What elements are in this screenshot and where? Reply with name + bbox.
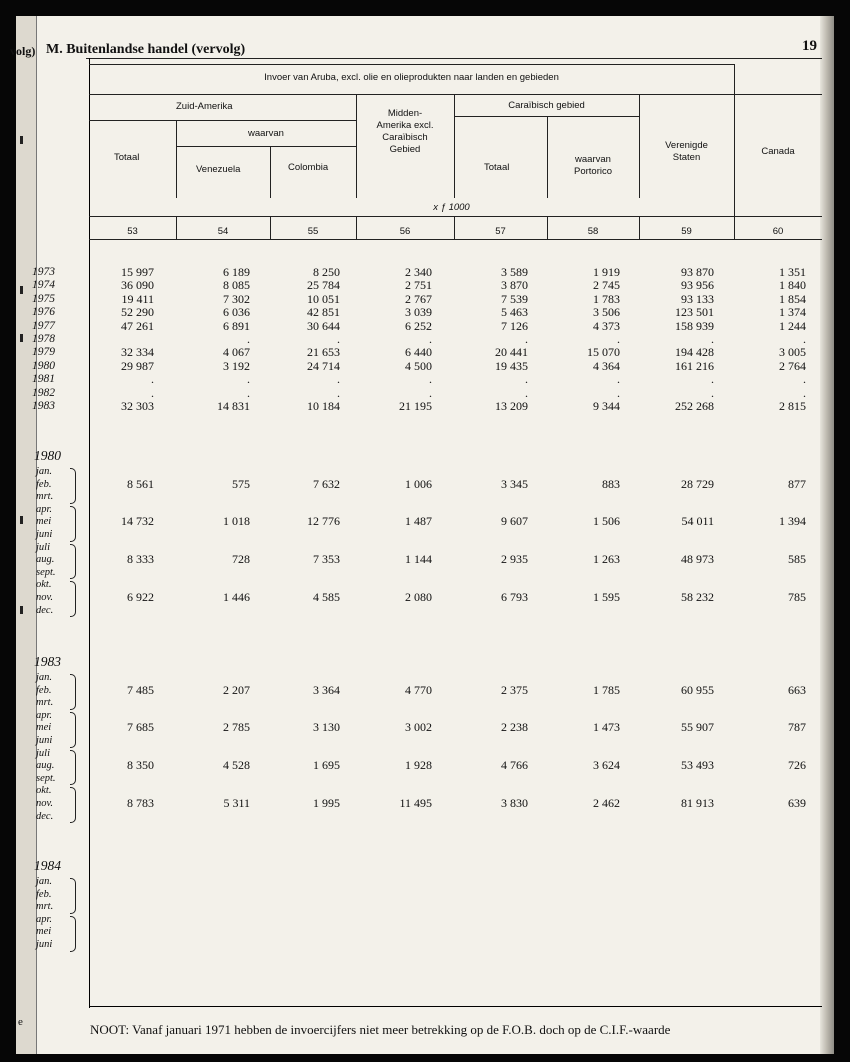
margin-mark: [20, 516, 23, 524]
table-cell: 3 624: [593, 758, 620, 773]
table-cell: 3 589: [501, 265, 528, 279]
table-cell: .: [247, 385, 250, 400]
month-label: sept.: [36, 566, 56, 578]
canada-header: Canada: [761, 146, 795, 157]
table-cell: 11 495: [399, 796, 432, 810]
year-label: 1975: [32, 292, 55, 305]
year-label: 1974: [32, 279, 55, 292]
table-cell: 4 770: [405, 682, 432, 697]
table-cell: 19 435: [495, 358, 528, 373]
table-cell: 28 729: [681, 476, 714, 491]
table-cell: 728: [232, 552, 250, 567]
table-cell: 252 268: [675, 399, 714, 413]
table-cell: .: [803, 332, 806, 346]
ma-line: Caraïbisch: [382, 132, 428, 143]
year-label: 1973: [32, 266, 55, 278]
table-cell: 7 539: [501, 291, 528, 306]
table-cell: 2 815: [779, 399, 806, 413]
table-cell: 3 506: [593, 305, 620, 320]
month-label: dec.: [36, 810, 54, 822]
previous-page-letter: e: [18, 1016, 23, 1028]
ma-line: Amerika excl.: [376, 120, 434, 131]
table-cell: .: [525, 385, 528, 400]
table-cell: 42 851: [307, 305, 340, 320]
footnote: NOOT: Vanaf januari 1971 hebben de invoercijfers niet meer betrekking op de F.O.B. doch op de C.I.F.-waarde: [90, 1022, 671, 1037]
totaal-ca-header: Totaal: [484, 162, 510, 173]
table-cell: 575: [232, 476, 250, 491]
table-cell: 3 130: [313, 720, 340, 735]
margin-mark: [20, 334, 23, 342]
table-cell: 4 528: [223, 758, 250, 773]
portorico-header: [547, 154, 639, 178]
month-label: juni: [36, 529, 53, 540]
margin-mark: [20, 606, 23, 614]
year-label: 1983: [32, 400, 55, 412]
vs-line: Staten: [672, 152, 701, 163]
table-cell: 60 955: [681, 682, 714, 697]
table-cell: 1 351: [779, 265, 806, 279]
month-label: apr.: [36, 709, 53, 721]
colombia-header: Colombia: [288, 162, 329, 173]
table-cell: 2 764: [779, 358, 806, 373]
month-label: mrt.: [36, 697, 54, 709]
scanned-page: [10, 16, 834, 1054]
margin-mark: [20, 286, 23, 294]
month-label: juni: [36, 735, 53, 746]
previous-page-tab: volg): [10, 44, 36, 58]
table-cell: .: [525, 372, 528, 387]
table-cell: 3 364: [313, 682, 340, 697]
table-cell: .: [711, 332, 714, 346]
table-cell: 6 036: [223, 305, 250, 320]
table-cell: .: [711, 372, 714, 387]
month-label: aug.: [36, 554, 55, 566]
table-cell: 6 922: [127, 590, 154, 604]
table-cell: 4 364: [593, 358, 620, 373]
table-cell: 13 209: [495, 399, 528, 413]
month-label: nov.: [36, 592, 54, 603]
midden-amerika-header: [356, 108, 454, 156]
table-cell: 2 751: [405, 278, 432, 293]
month-label: mrt.: [36, 491, 54, 503]
table-cell: 93 870: [681, 265, 714, 279]
table-cell: 32 303: [121, 399, 154, 413]
table-cell: 194 428: [675, 345, 714, 360]
table-cell: 3 002: [405, 720, 432, 735]
table-cell: 585: [788, 552, 806, 567]
table-cell: .: [617, 332, 620, 346]
ma-line: Gebied: [389, 144, 421, 155]
table-cell: 3 830: [501, 796, 528, 810]
table-cell: 48 973: [681, 552, 714, 567]
table-cell: 1 854: [779, 291, 806, 306]
zuid-amerika-header: Zuid-Amerika: [176, 101, 233, 112]
table-cell: 1 695: [313, 758, 340, 773]
section-year: 1983: [34, 654, 61, 669]
table-cell: 6 440: [405, 345, 432, 360]
table-cell: 52 290: [121, 305, 154, 320]
table-cell: 54 011: [681, 514, 714, 529]
quarter-brace: [70, 878, 76, 914]
table-cell: 5 463: [501, 305, 528, 320]
table-cell: 3 870: [501, 278, 528, 293]
month-label: sept.: [36, 772, 56, 784]
year-label: 1981: [32, 373, 55, 386]
table-cell: 2 080: [405, 590, 432, 604]
table-cell: 1 783: [593, 291, 620, 306]
month-label: juli: [36, 541, 51, 553]
table-cell: 58 232: [681, 590, 714, 604]
year-label: 1982: [32, 386, 55, 399]
section-title: M. Buitenlandse handel (vervolg): [46, 42, 246, 57]
month-label: apr.: [36, 503, 53, 515]
table-cell: .: [617, 372, 620, 387]
month-label: mrt.: [36, 901, 54, 913]
margin-mark: [20, 136, 23, 144]
table-cell: 32 334: [121, 345, 154, 360]
table-cell: 158 939: [675, 318, 714, 333]
month-label: okt.: [36, 785, 52, 797]
table-cell: 2 767: [405, 291, 432, 306]
col-number: 53: [127, 226, 138, 237]
table-cell: 1 919: [593, 265, 620, 279]
col-number: 58: [587, 226, 599, 237]
previous-page-edge: [10, 16, 37, 1054]
table-cell: 639: [788, 796, 806, 810]
table-cell: .: [337, 385, 340, 400]
pr-line: waarvan: [575, 154, 611, 165]
pr-line: Portorico: [573, 166, 612, 177]
table-cell: 161 216: [675, 358, 714, 373]
col-number: 56: [399, 226, 411, 237]
table-cell: 4 766: [501, 758, 528, 773]
table-cell: 19 411: [121, 291, 154, 306]
table-cell: .: [337, 372, 340, 387]
table-cell: .: [247, 372, 250, 387]
table-cell: 15 997: [121, 265, 154, 279]
table-cell: 2 785: [223, 720, 250, 735]
table-cell: 1 928: [405, 758, 432, 773]
table-cell: 1 506: [593, 514, 620, 529]
table-cell: 2 745: [593, 278, 620, 293]
table-cell: 1 840: [779, 278, 806, 293]
table-cell: .: [711, 385, 714, 400]
table-cell: .: [151, 385, 154, 400]
table-cell: 1 263: [593, 552, 620, 567]
table-cell: 4 067: [223, 345, 250, 360]
year-label: 1976: [32, 306, 55, 319]
table-cell: .: [429, 385, 432, 400]
vs-header: [639, 140, 734, 164]
table-cell: 1 394: [779, 514, 806, 529]
table-cell: 1 446: [223, 590, 250, 604]
table-cell: 4 373: [593, 318, 620, 333]
table-cell: 7 632: [313, 476, 340, 491]
col-number: 60: [772, 226, 784, 237]
venezuela-rule: [270, 146, 271, 198]
table-cell: 883: [602, 476, 620, 491]
table-cell: 55 907: [681, 720, 714, 735]
month-label: okt.: [36, 579, 52, 591]
table-cell: 6 793: [501, 590, 528, 604]
table-cell: .: [803, 385, 806, 400]
month-label: nov.: [36, 798, 54, 809]
za-group-rule: [89, 120, 356, 121]
unit-label: x ƒ 1000: [433, 202, 470, 213]
table-cell: 14 732: [121, 514, 154, 529]
col-number-rule: [89, 239, 822, 240]
table-cell: 726: [788, 758, 806, 773]
table-cell: .: [247, 332, 250, 346]
table-cell: 6 891: [223, 318, 250, 333]
table-cell: 36 090: [121, 278, 154, 293]
table-cell: 81 913: [681, 796, 714, 810]
table-cell: 2 935: [501, 552, 528, 567]
left-rule: [89, 58, 90, 1008]
table-cell: 53 493: [681, 758, 714, 773]
month-label: jan.: [36, 466, 53, 477]
table-cell: 877: [788, 476, 806, 491]
header-top-rule: [86, 58, 822, 59]
table-cell: 21 195: [399, 399, 432, 413]
table-cell: .: [337, 332, 340, 346]
table-cell: 7 685: [127, 720, 154, 735]
vs-line: Verenigde: [665, 140, 708, 151]
table-cell: 1 595: [593, 590, 620, 604]
table-cell: 6 252: [405, 318, 432, 333]
table-cell: 2 462: [593, 796, 620, 810]
table-cell: 8 561: [127, 476, 154, 491]
month-label: jan.: [36, 876, 53, 887]
section-year: 1980: [34, 448, 61, 463]
table-cell: 15 070: [587, 345, 620, 360]
year-label: 1979: [32, 346, 55, 359]
month-label: mei: [36, 516, 52, 528]
table-cell: 2 340: [405, 265, 432, 279]
za-waarvan-rule: [176, 146, 356, 147]
table-cell: 663: [788, 682, 806, 697]
table-cell: 10 184: [307, 399, 340, 413]
table-cell: 8 333: [127, 552, 154, 567]
table-cell: 1 473: [593, 720, 620, 735]
year-label: 1977: [32, 319, 55, 332]
month-label: jan.: [36, 672, 53, 683]
table-cell: 6 189: [223, 265, 250, 279]
table-cell: .: [525, 332, 528, 346]
col-number: 59: [681, 226, 692, 237]
unit-rule: [89, 216, 822, 217]
sub-header-rule: [89, 94, 822, 95]
month-label: juni: [36, 939, 53, 950]
table-cell: 7 485: [127, 682, 154, 697]
month-label: mei: [36, 722, 52, 734]
table-cell: .: [429, 372, 432, 387]
section-year: 1984: [34, 858, 61, 873]
table-cell: .: [429, 332, 432, 346]
year-label: 1978: [32, 333, 55, 345]
table-cell: 4 500: [405, 358, 432, 373]
table-cell: 93 133: [681, 291, 714, 306]
table-cell: 25 784: [307, 278, 340, 293]
waarvan-za-header: waarvan: [248, 128, 284, 139]
table-cell: 1 018: [223, 514, 250, 529]
table-cell: 8 085: [223, 278, 250, 293]
table-cell: 7 302: [223, 291, 250, 306]
col-number: 54: [217, 226, 229, 237]
table-cell: 1 487: [405, 514, 432, 529]
month-label: dec.: [36, 604, 54, 616]
month-label: aug.: [36, 760, 55, 772]
ma-line: Midden-: [387, 108, 423, 119]
table-cell: 30 644: [307, 318, 340, 333]
quarter-brace: [70, 916, 76, 952]
table-cell: 3 039: [405, 305, 432, 320]
table-cell: 12 776: [307, 514, 340, 529]
month-label: feb.: [36, 684, 52, 696]
table-cell: 3 345: [501, 476, 528, 491]
table-cell: 2 375: [501, 682, 528, 697]
table-cell: .: [151, 372, 154, 387]
month-label: feb.: [36, 888, 52, 900]
table-cell: 5 311: [223, 796, 250, 810]
table-cell: 8 350: [127, 758, 154, 773]
table-cell: 1 006: [405, 476, 432, 491]
page-number: 19: [802, 38, 817, 54]
table-cell: .: [617, 385, 620, 400]
table-cell: 2 238: [501, 720, 528, 735]
table-cell: 21 653: [307, 345, 340, 360]
totaal-za-header: Totaal: [114, 152, 140, 163]
table-cell: 10 051: [307, 291, 340, 306]
table-cell: 1 144: [405, 552, 432, 567]
table-cell: .: [803, 372, 806, 387]
table-cell: 8 783: [127, 796, 154, 810]
table-cell: 29 987: [121, 358, 154, 373]
bottom-rule: [89, 1006, 822, 1007]
table-cell: 8 250: [313, 265, 340, 279]
book-edge: [820, 16, 834, 1054]
table-cell: 9 607: [501, 514, 528, 529]
table-cell: 24 714: [307, 358, 340, 373]
table-cell: 1 374: [779, 305, 806, 320]
table-cell: 93 956: [681, 278, 714, 293]
caraibisch-header: Caraïbisch gebied: [508, 100, 585, 111]
table-cell: 1 995: [313, 796, 340, 810]
main-header-rule: [89, 64, 734, 65]
table-cell: 1 244: [779, 318, 806, 333]
month-label: juli: [36, 747, 51, 759]
table-cell: 4 585: [313, 590, 340, 604]
table-cell: 47 261: [121, 318, 154, 333]
month-label: apr.: [36, 913, 53, 925]
table-cell: 14 831: [217, 399, 250, 413]
table-cell: 787: [788, 720, 806, 735]
table-cell: 123 501: [675, 305, 714, 320]
month-label: feb.: [36, 478, 52, 490]
table-cell: 3 005: [779, 345, 806, 360]
table-cell: 9 344: [593, 399, 620, 413]
table-cell: 3 192: [223, 358, 250, 373]
col-number: 55: [307, 226, 319, 237]
table-cell: 20 441: [495, 345, 528, 360]
table-cell: 7 353: [313, 552, 340, 567]
venezuela-header: Venezuela: [196, 164, 241, 175]
year-label: 1980: [32, 359, 55, 372]
table-cell: 1 785: [593, 682, 620, 697]
table-cell: 2 207: [223, 682, 250, 697]
main-header: Invoer van Aruba, excl. olie en olieprodukten naar landen en gebieden: [264, 72, 559, 83]
table-cell: 785: [788, 590, 806, 604]
table-cell: 7 126: [501, 318, 528, 333]
col-number: 57: [495, 226, 506, 237]
month-label: mei: [36, 926, 52, 938]
